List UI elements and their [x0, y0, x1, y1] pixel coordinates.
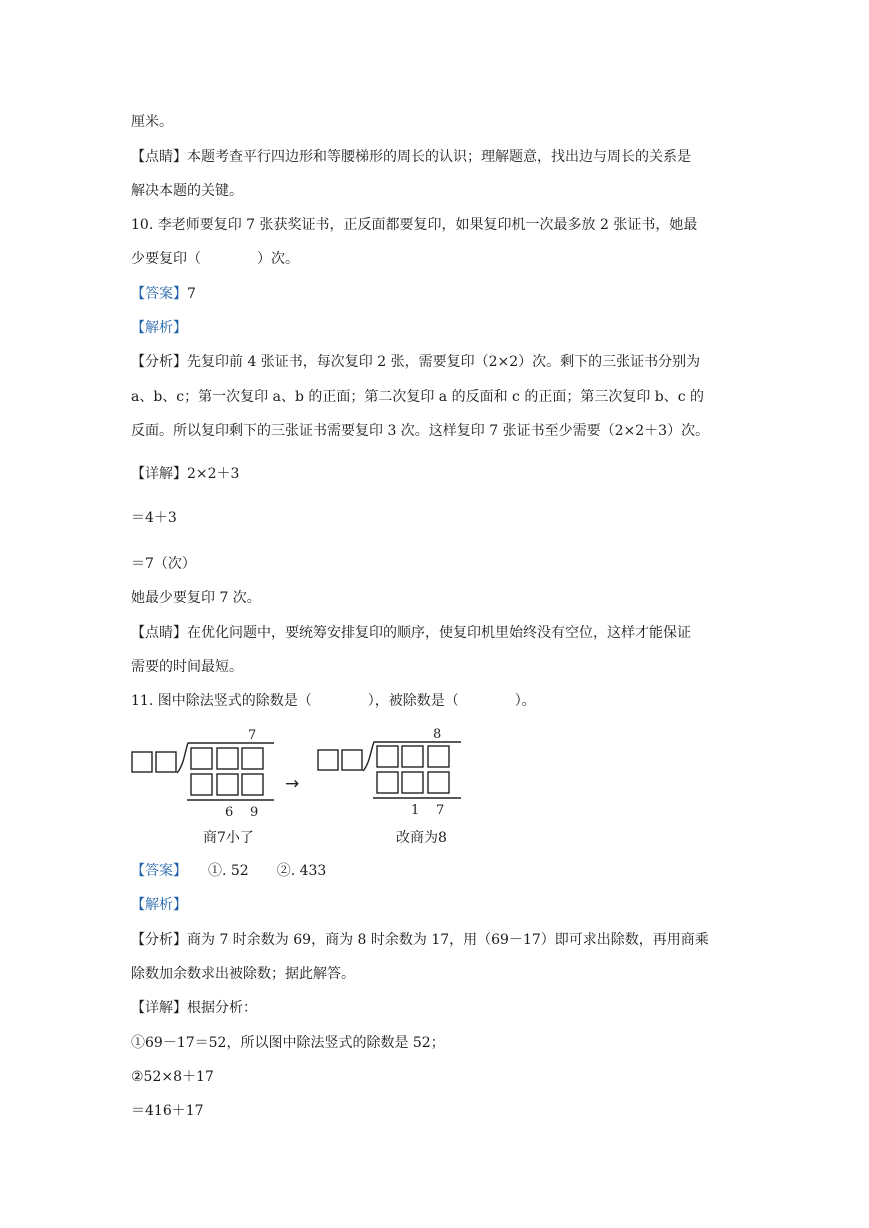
- left-quotient: 7: [248, 728, 257, 743]
- xiangjie-line: [131, 998, 257, 1018]
- left-remainder-digit: 9: [250, 805, 259, 820]
- dianjing-line: [131, 623, 691, 643]
- equation-line: ②52×8＋17: [131, 1069, 214, 1085]
- text-line: 她最少要复印 7 次。: [131, 590, 261, 606]
- question-10: 10. 李老师要复印 7 张获奖证书，正反面都要复印，如果复印机一次最多放 2 张证书，她最: [131, 217, 698, 233]
- dianjing-text: 本题考查平行四边形和等腰梯形的周长的认识；理解题意，找出边与周长的关系是: [187, 149, 691, 165]
- dianjing-line: [131, 147, 691, 167]
- jiexi-label: 【解析】: [131, 897, 187, 913]
- left-caption: 商7小了: [203, 830, 254, 846]
- text-line: 反面。所以复印剩下的三张证书需要复印 3 次。这样复印 7 张证书至少需要（2×2＋3）次。: [131, 423, 710, 439]
- answer-label: 【答案】: [131, 863, 180, 879]
- text-line: 需要的时间最短。: [131, 659, 243, 675]
- text-line: a、b、c；第一次复印 a、b 的正面；第二次复印 a 的反面和 c 的正面；第三次复印 b、c 的: [131, 389, 705, 405]
- answer-value: ①. 52 ②. 433: [180, 863, 327, 879]
- product-box: [402, 772, 423, 793]
- xiangjie-line: [131, 464, 239, 484]
- arrow-icon: →: [285, 774, 300, 794]
- divisor-box: [318, 750, 338, 770]
- fenxi-text: 商为 7 时余数为 69，商为 8 时余数为 17，用（69－17）即可求出除数，再用商乘: [187, 932, 709, 948]
- xiangjie-label: 【详解】: [131, 1000, 187, 1016]
- equation-line: ＝4＋3: [131, 510, 177, 526]
- dividend-box: [402, 746, 423, 767]
- product-box: [242, 774, 263, 795]
- fenxi-line: [131, 930, 709, 950]
- dianjing-label: 【点睛】: [131, 149, 187, 165]
- fenxi-label: 【分析】: [131, 354, 187, 370]
- divisor-box: [342, 750, 362, 770]
- answer-value: 7: [187, 286, 196, 302]
- xiangjie-text: 根据分析：: [187, 1000, 257, 1016]
- right-remainder-digit: 1: [411, 803, 420, 818]
- product-box: [428, 772, 449, 793]
- text-line: 除数加余数求出被除数；据此解答。: [131, 966, 355, 982]
- fenxi-text: 先复印前 4 张证书，每次复印 2 张，需要复印（2×2）次。剩下的三张证书分别为: [187, 354, 701, 370]
- product-box: [377, 772, 398, 793]
- fenxi-label: 【分析】: [131, 932, 187, 948]
- answer-label: 【答案】: [131, 286, 187, 302]
- divisor-box: [156, 752, 176, 772]
- product-box: [217, 774, 238, 795]
- divisor-box: [132, 752, 152, 772]
- equation-line: ＝7（次）: [131, 556, 196, 572]
- division-figure: [131, 727, 471, 849]
- equation-line: ①69－17＝52，所以图中除法竖式的除数是 52；: [131, 1035, 445, 1051]
- answer-line: [131, 861, 326, 881]
- right-remainder-digit: 7: [436, 803, 445, 818]
- fenxi-line: [131, 352, 700, 372]
- xiangjie-text: 2×2＋3: [187, 466, 240, 482]
- jiexi-label: 【解析】: [131, 320, 187, 336]
- dividend-box: [428, 746, 449, 767]
- left-remainder-digit: 6: [225, 805, 234, 820]
- dividend-box: [377, 746, 398, 767]
- equation-line: ＝416＋17: [131, 1103, 204, 1119]
- xiangjie-label: 【详解】: [131, 466, 187, 482]
- right-caption: 改商为8: [396, 830, 447, 846]
- text-line: 厘米。: [131, 114, 173, 130]
- question-11: 11. 图中除法竖式的除数是（ ），被除数是（ ）。: [131, 693, 536, 709]
- product-box: [191, 774, 212, 795]
- dianjing-text: 在优化问题中，要统筹安排复印的顺序，使复印机里始终没有空位，这样才能保证: [187, 625, 691, 641]
- answer-line: [131, 284, 196, 304]
- right-quotient: 8: [433, 727, 442, 742]
- dividend-box: [217, 748, 238, 769]
- question-10-cont: 少要复印（ ）次。: [131, 251, 299, 267]
- dianjing-label: 【点睛】: [131, 625, 187, 641]
- text-line: 解决本题的关键。: [131, 183, 243, 199]
- dividend-box: [242, 748, 263, 769]
- dividend-box: [191, 748, 212, 769]
